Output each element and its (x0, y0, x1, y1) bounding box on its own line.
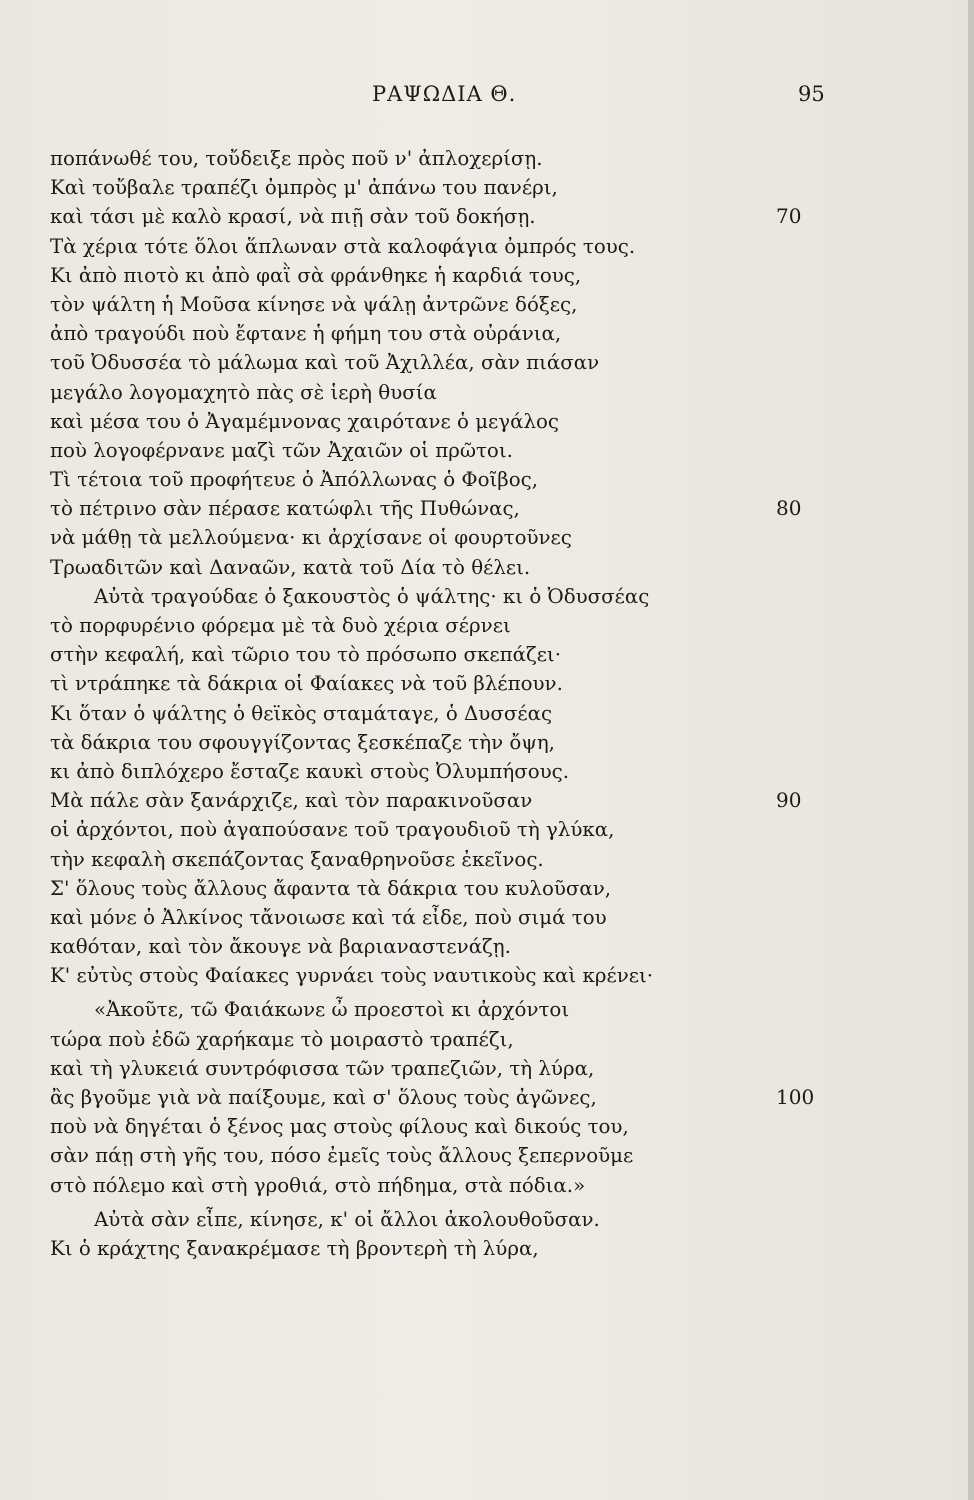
verse-line (50, 553, 830, 582)
verse-line-text: καὶ μέσα του ὁ Ἀγαμέμνονας χαιρότανε ὁ μεγάλος (50, 409, 560, 433)
verse-line-text: νὰ μάθῃ τὰ μελλούμενα· κι ἀρχίσανε οἱ φουρτοῦνες (50, 526, 572, 550)
verse-line (50, 874, 830, 903)
verse-line-text: Τρωαδιτῶν καὶ Δαναῶν, κατὰ τοῦ Δία τὸ θέλει. (50, 555, 531, 579)
verse-line-text: Σ' ὅλους τοὺς ἄλλους ἄφαντα τὰ δάκρια του κυλοῦσαν, (50, 876, 612, 900)
verse-line-text: ἀπὸ τραγούδι ποὺ ἔφτανε ἡ φήμη του στὰ οὐράνια, (50, 322, 562, 346)
verse-line-text: τὸν ψάλτη ἡ Μοῦσα κίνησε νὰ ψάλῃ ἀντρῶνε δόξες, (50, 292, 578, 316)
verse-line-text: τὸ πορφυρένιο φόρεμα μὲ τὰ δυὸ χέρια σέρνει (50, 614, 511, 637)
verse-line (50, 173, 830, 202)
running-header (0, 82, 974, 112)
verse-line-text: ἂς βγοῦμε γιὰ νὰ παίξουμε, καὶ σ' ὅλους τοὺς ἀγῶνες, (50, 1086, 597, 1109)
verse-line (50, 1171, 830, 1200)
verse-line (50, 378, 830, 407)
verse-line-text: καὶ τὴ γλυκειά συντρόφισσα τῶν τραπεζιῶν, τὴ λύρα, (50, 1056, 595, 1080)
verse-line-text: Κ' εὐτὺς στοὺς Φαίακες γυρνάει τοὺς ναυτικοὺς καὶ κρένει· (50, 964, 654, 988)
page-number: 95 (798, 82, 825, 106)
verse-line-text: στὴν κεφαλή, καὶ τῶριο του τὸ πρόσωπο σκεπάζει· (50, 643, 561, 667)
verse-line-text: σὰν πάῃ στὴ γῆς του, πόσο ἐμεῖς τοὺς ἄλλους ξεπερνοῦμε (50, 1144, 634, 1168)
verse-line-text: Αὐτὰ τραγούδαε ὁ ξακουστὸς ὁ ψάλτης· κι ὁ Ὀδυσσέας (94, 584, 650, 608)
verse-line (50, 845, 830, 874)
verse-line (50, 232, 830, 261)
verse-line (50, 995, 830, 1024)
verse-line-text: καὶ μόνε ὁ Ἀλκίνος τἄνοιωσε καὶ τά εἶδε, ποὺ σιμά του (50, 905, 607, 929)
verse-line-text: Μὰ πάλε σὰν ξανάρχιζε, καὶ τὸν παρακινοῦσαν (50, 789, 533, 813)
verse-line (50, 348, 830, 377)
verse-line (50, 815, 830, 844)
verse-line-text: ποπάνωθέ του, τοὔδειξε πρὸς ποῦ ν' ἀπλοχερίσῃ. (50, 147, 543, 170)
verse-line-text: τὰ δάκρια του σφουγγίζοντας ξεσκέπαζε τὴν ὄψη, (50, 730, 555, 754)
verse-line (50, 699, 830, 728)
verse-line-text: στὸ πόλεμο καὶ στὴ γροθιά, στὸ πήδημα, στὰ πόδια.» (50, 1173, 586, 1197)
verse-line-text: Καὶ τοὔβαλε τραπέζι ὀμπρὸς μ' ἀπάνω του πανέρι, (50, 176, 558, 200)
verse-line (50, 144, 830, 173)
verse-line (50, 1205, 830, 1234)
verse-line (50, 932, 830, 961)
verse-line (50, 202, 830, 231)
verse-line-text: τοῦ Ὀδυσσέα τὸ μάλωμα καὶ τοῦ Ἀχιλλέα, σὰν πιάσαν (50, 351, 600, 375)
verse-line-text: Κι ὁ κράχτης ξανακρέμασε τὴ βροντερὴ τὴ λύρα, (50, 1236, 539, 1260)
verse-line (50, 261, 830, 290)
verse-line (50, 436, 830, 465)
verse-line (50, 290, 830, 319)
running-title: ΡΑΨΩΔΙΑ Θ. (372, 82, 517, 106)
verse-line-text: Τὰ χέρια τότε ὅλοι ἅπλωναν στὰ καλοφάγια ὀμπρός τους. (50, 234, 636, 258)
verse-line-text: Κι ἀπὸ πιοτὸ κι ἀπὸ φαῒ σὰ φράνθηκε ἡ καρδιά τους, (50, 263, 582, 287)
verse-line-text: μεγάλο λογομαχητὸ πὰς σὲ ἱερὴ θυσία (50, 380, 437, 404)
verse-line-text: Τὶ τέτοια τοῦ προφήτευε ὁ Ἀπόλλωνας ὁ Φοῖβος, (50, 468, 538, 492)
verse-line-text: κι ἀπὸ διπλόχερο ἔσταζε καυκὶ στοὺς Ὀλυμπήσους. (50, 759, 570, 783)
verse-line (50, 319, 830, 348)
page-edge-shadow (968, 0, 974, 1500)
verse-line (50, 1083, 830, 1112)
line-number: 80 (776, 496, 802, 521)
verse-line (50, 728, 830, 757)
verse-line (50, 1141, 830, 1170)
verse-line (50, 786, 830, 815)
verse-line-text: Κι ὅταν ὁ ψάλτης ὁ θεϊκὸς σταμάταγε, ὁ Δυσσέας (50, 701, 553, 725)
verse-line-text: «Ἀκοῦτε, τῶ Φαιάκωνε ὦ προεστοὶ κι ἀρχόντοι (94, 998, 570, 1022)
verse-line-text: τὶ ντράπηκε τὰ δάκρια οἱ Φαίακες νὰ τοῦ βλέπουν. (50, 672, 563, 696)
verse-line-text: καὶ τάσι μὲ καλὸ κρασί, νὰ πιῇ σὰν τοῦ δοκήσῃ. (50, 205, 536, 229)
verse-line-text: τὴν κεφαλὴ σκεπάζοντας ξαναθρηνοῦσε ἐκεῖνος. (50, 847, 544, 871)
verse-line (50, 1112, 830, 1141)
line-number: 90 (776, 788, 802, 813)
verse-line (50, 465, 830, 494)
verse-line (50, 757, 830, 786)
verse-line (50, 1234, 830, 1263)
verse-line (50, 669, 830, 698)
verse-line (50, 611, 830, 640)
verse-line-text: τὸ πέτρινο σὰν πέρασε κατώφλι τῆς Πυθώνας, (50, 497, 520, 521)
verse-line-text: ποὺ λογοφέρνανε μαζὶ τῶν Ἀχαιῶν οἱ πρῶτοι. (50, 438, 513, 462)
line-number: 100 (776, 1085, 815, 1109)
verse-line (50, 1025, 830, 1054)
verse-line (50, 407, 830, 436)
verse-line-text: ποὺ νὰ δηγέται ὁ ξένος μας στοὺς φίλους καὶ δικούς του, (50, 1115, 629, 1139)
verse-line (50, 523, 830, 552)
verse-text-block (50, 144, 830, 1263)
line-number: 70 (776, 204, 802, 229)
verse-line (50, 640, 830, 669)
verse-line (50, 903, 830, 932)
verse-line (50, 961, 830, 990)
verse-line (50, 494, 830, 523)
verse-line-text: καθόταν, καὶ τὸν ἄκουγε νὰ βαριαναστενάζῃ. (50, 935, 511, 959)
verse-line-text: τώρα ποὺ ἐδῶ χαρήκαμε τὸ μοιραστὸ τραπέζι, (50, 1027, 514, 1051)
verse-line (50, 582, 830, 611)
verse-line (50, 1054, 830, 1083)
verse-line-text: οἱ ἀρχόντοι, ποὺ ἀγαπούσανε τοῦ τραγουδιοῦ τὴ γλύκα, (50, 818, 615, 842)
verse-line-text: Αὐτὰ σὰν εἶπε, κίνησε, κ' οἱ ἄλλοι ἀκολουθοῦσαν. (94, 1207, 600, 1231)
